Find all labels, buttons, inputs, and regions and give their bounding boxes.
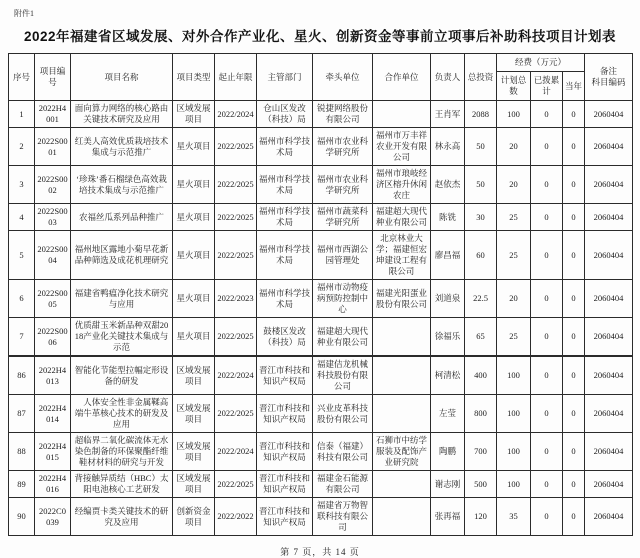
cell-years: 2022/2022: [215, 498, 257, 536]
cell-lead-unit: 福州市农业科学研究所: [313, 166, 373, 204]
cell-seq: 87: [9, 395, 35, 433]
cell-lead-unit: 兴业皮革科技股份有限公司: [313, 395, 373, 433]
cell-seq: 3: [9, 166, 35, 204]
cell-investment: 50: [465, 166, 497, 204]
cell-current-year: 0: [563, 101, 585, 128]
cell-project-code: 2022S0005: [35, 280, 71, 318]
cell-partner-unit: [373, 498, 431, 536]
cell-department: 晋江市科技和知识产权局: [257, 471, 313, 498]
cell-investment: 30: [465, 204, 497, 231]
cell-years: 2022/2024: [215, 433, 257, 471]
cell-planned-total: 100: [497, 395, 531, 433]
cell-note-code: 2060404: [585, 101, 633, 128]
cell-person: 陶鹏: [431, 433, 465, 471]
table-row: [9, 280, 633, 318]
cell-partner-unit: 石狮市中纺学服装及配饰产业研究院: [373, 433, 431, 471]
cell-project-name: 福州地区露地小菊早花新品种筛选及成花机理研究: [71, 231, 173, 280]
cell-person: 赵依杰: [431, 166, 465, 204]
cell-project-name: 经编贾卡类关键技术的研究及应用: [71, 498, 173, 536]
cell-planned-total: 20: [497, 280, 531, 318]
cell-project-code: 2022S0001: [35, 128, 71, 166]
table-row: [9, 231, 633, 280]
cell-current-year: 0: [563, 395, 585, 433]
header-current: 当年: [563, 72, 585, 101]
header-dept: 主管部门: [257, 54, 313, 101]
cell-allocated: 0: [531, 166, 563, 204]
page-title: 2022年福建省区域发展、对外合作产业化、星火、创新资金等事前立项事后补助科技项目计划表: [23, 29, 617, 44]
cell-years: 2022/2025: [215, 471, 257, 498]
cell-project-code: 2022H4016: [35, 471, 71, 498]
table-body-lower: [9, 357, 633, 536]
cell-planned-total: 100: [497, 357, 531, 395]
cell-seq: 5: [9, 231, 35, 280]
header-allocated: 已拨累计: [531, 72, 563, 101]
cell-note-code: 2060404: [585, 433, 633, 471]
cell-planned-total: 100: [497, 101, 531, 128]
cell-person: 廖昌福: [431, 231, 465, 280]
cell-project-type: 区域发展项目: [173, 471, 215, 498]
cell-allocated: 0: [531, 318, 563, 356]
table-row: [9, 128, 633, 166]
cell-lead-unit: 福建省万物智联科技有限公司: [313, 498, 373, 536]
cell-current-year: 0: [563, 318, 585, 356]
cell-current-year: 0: [563, 166, 585, 204]
header-lead: 牵头单位: [313, 54, 373, 101]
cell-lead-unit: 福建佶龙机械科技股份有限公司: [313, 357, 373, 395]
cell-current-year: 0: [563, 204, 585, 231]
attachment-label: 附件1: [14, 9, 34, 18]
cell-department: 鼓楼区发改（科技）局: [257, 318, 313, 356]
cell-project-name: 优质甜玉米新品种双甜2018产业化关键技术集成与示范: [71, 318, 173, 356]
table-row: [9, 318, 633, 356]
table-row: [9, 498, 633, 536]
cell-project-name: 红美人高效优质栽培技术集成与示范推广: [71, 128, 173, 166]
cell-years: 2022/2024: [215, 101, 257, 128]
cell-partner-unit: 福州市琅岐经济区榕升休闲农庄: [373, 166, 431, 204]
header-type: 项目类型: [173, 54, 215, 101]
cell-lead-unit: 福州市农业科学研究所: [313, 128, 373, 166]
cell-note-code: 2060404: [585, 471, 633, 498]
cell-seq: 88: [9, 433, 35, 471]
cell-investment: 2088: [465, 101, 497, 128]
cell-note-code: 2060404: [585, 166, 633, 204]
cell-note-code: 2060404: [585, 231, 633, 280]
header-investment: 总投资: [465, 54, 497, 101]
cell-partner-unit: [373, 101, 431, 128]
cell-project-type: 星火项目: [173, 128, 215, 166]
cell-project-name: 面向算力网络的核心路由关键技术研究及应用: [71, 101, 173, 128]
cell-person: 柯清松: [431, 357, 465, 395]
header-planned: 计划总数: [497, 72, 531, 101]
cell-allocated: 0: [531, 101, 563, 128]
cell-project-name: 智能化节能型拉幅定形设备的研发: [71, 357, 173, 395]
cell-department: 晋江市科技和知识产权局: [257, 357, 313, 395]
cell-department: 福州市科学技术局: [257, 231, 313, 280]
cell-planned-total: 25: [497, 204, 531, 231]
projects-table-lower: [8, 356, 633, 536]
cell-note-code: 2060404: [585, 204, 633, 231]
cell-years: 2022/2025: [215, 128, 257, 166]
header-funding-group: 经费（万元）: [497, 54, 585, 72]
cell-partner-unit: 福建超大现代种业有限公司: [373, 204, 431, 231]
cell-current-year: 0: [563, 231, 585, 280]
cell-partner-unit: [373, 395, 431, 433]
cell-allocated: 0: [531, 498, 563, 536]
cell-planned-total: 20: [497, 128, 531, 166]
header-note-line2: 科目编码: [591, 77, 626, 87]
cell-project-type: 区域发展项目: [173, 357, 215, 395]
header-note: [585, 54, 633, 101]
cell-department: 晋江市科技和知识产权局: [257, 433, 313, 471]
table-body-upper: [9, 101, 633, 356]
cell-seq: 90: [9, 498, 35, 536]
cell-allocated: 0: [531, 204, 563, 231]
page-number: 第 7 页，共 14 页: [280, 547, 360, 557]
cell-planned-total: 100: [497, 471, 531, 498]
cell-project-type: 区域发展项目: [173, 101, 215, 128]
table-header: [9, 54, 633, 101]
cell-project-name: 人体安全性非金属鞣高端牛革核心技术的研发及应用: [71, 395, 173, 433]
cell-note-code: 2060404: [585, 498, 633, 536]
cell-allocated: 0: [531, 231, 563, 280]
cell-project-code: 2022H4015: [35, 433, 71, 471]
cell-project-code: 2022S0004: [35, 231, 71, 280]
cell-project-code: 2022S0002: [35, 166, 71, 204]
cell-investment: 400: [465, 357, 497, 395]
cell-lead-unit: 福建超大现代种业有限公司: [313, 318, 373, 356]
cell-project-type: 区域发展项目: [173, 395, 215, 433]
cell-department: 福州市科学技术局: [257, 166, 313, 204]
cell-current-year: 0: [563, 280, 585, 318]
cell-person: 张再福: [431, 498, 465, 536]
cell-investment: 65: [465, 318, 497, 356]
cell-seq: 1: [9, 101, 35, 128]
table-row: [9, 204, 633, 231]
cell-allocated: 0: [531, 357, 563, 395]
cell-department: 福州市科学技术局: [257, 204, 313, 231]
cell-current-year: 0: [563, 128, 585, 166]
cell-person: 徐福乐: [431, 318, 465, 356]
cell-person: 刘道泉: [431, 280, 465, 318]
cell-project-type: 星火项目: [173, 166, 215, 204]
cell-partner-unit: 福建光阳蛋业股份有限公司: [373, 280, 431, 318]
cell-allocated: 0: [531, 433, 563, 471]
cell-person: 左莹: [431, 395, 465, 433]
cell-years: 2022/2023: [215, 280, 257, 318]
cell-seq: 6: [9, 280, 35, 318]
cell-department: 晋江市科技和知识产权局: [257, 395, 313, 433]
cell-project-type: 星火项目: [173, 280, 215, 318]
cell-project-type: 星火项目: [173, 318, 215, 356]
header-code: 项目编号: [35, 54, 71, 101]
cell-investment: 700: [465, 433, 497, 471]
cell-lead-unit: 福州市西湖公园管理处: [313, 231, 373, 280]
cell-current-year: 0: [563, 498, 585, 536]
table-row: [9, 433, 633, 471]
cell-project-code: 2022H4014: [35, 395, 71, 433]
header-note-line1: 备注: [600, 66, 618, 76]
cell-seq: 7: [9, 318, 35, 356]
cell-project-type: 区域发展项目: [173, 433, 215, 471]
cell-current-year: 0: [563, 357, 585, 395]
cell-project-name: 福建省鸭瘟净化技术研究与应用: [71, 280, 173, 318]
cell-planned-total: 25: [497, 318, 531, 356]
cell-partner-unit: [373, 318, 431, 356]
cell-partner-unit: [373, 471, 431, 498]
table-row: [9, 166, 633, 204]
cell-years: 2022/2025: [215, 318, 257, 356]
header-person: 负责人: [431, 54, 465, 101]
cell-years: 2022/2025: [215, 204, 257, 231]
cell-seq: 86: [9, 357, 35, 395]
cell-investment: 22.5: [465, 280, 497, 318]
cell-partner-unit: [373, 357, 431, 395]
cell-project-code: 2022C0039: [35, 498, 71, 536]
cell-department: 仓山区发改（科技）局: [257, 101, 313, 128]
cell-project-name: 超临界二氧化碳流体无水染色制备的环保聚酯纤维鞋材材料的研究与开发: [71, 433, 173, 471]
cell-lead-unit: 福州市动物疫病预防控制中心: [313, 280, 373, 318]
cell-person: 陈铣: [431, 204, 465, 231]
cell-partner-unit: 北京林业大学；福建恒宏坤建设工程有限公司: [373, 231, 431, 280]
cell-years: 2022/2025: [215, 395, 257, 433]
table-row: [9, 395, 633, 433]
cell-department: 晋江市科技和知识产权局: [257, 498, 313, 536]
cell-years: 2022/2024: [215, 357, 257, 395]
header-name: 项目名称: [71, 54, 173, 101]
cell-investment: 800: [465, 395, 497, 433]
header-partner: 合作单位: [373, 54, 431, 101]
cell-project-name: 背接触异质结（HBC）太阳电池核心工艺研发: [71, 471, 173, 498]
cell-project-code: 2022S0003: [35, 204, 71, 231]
cell-investment: 60: [465, 231, 497, 280]
cell-lead-unit: 锐捷网络股份有限公司: [313, 101, 373, 128]
cell-note-code: 2060404: [585, 318, 633, 356]
cell-person: 王肖军: [431, 101, 465, 128]
cell-years: 2022/2025: [215, 166, 257, 204]
cell-current-year: 0: [563, 471, 585, 498]
cell-planned-total: 25: [497, 231, 531, 280]
table-row: [9, 357, 633, 395]
header-years: 起止年限: [215, 54, 257, 101]
table-row: [9, 471, 633, 498]
cell-project-type: 星火项目: [173, 231, 215, 280]
cell-allocated: 0: [531, 395, 563, 433]
cell-project-code: 2022H4013: [35, 357, 71, 395]
cell-note-code: 2060404: [585, 128, 633, 166]
cell-project-code: 2022H4001: [35, 101, 71, 128]
cell-seq: 2: [9, 128, 35, 166]
cell-planned-total: 35: [497, 498, 531, 536]
cell-department: 福州市科学技术局: [257, 128, 313, 166]
cell-investment: 500: [465, 471, 497, 498]
cell-investment: 50: [465, 128, 497, 166]
cell-project-type: 星火项目: [173, 204, 215, 231]
cell-seq: 89: [9, 471, 35, 498]
cell-lead-unit: 福建金石能源有限公司: [313, 471, 373, 498]
header-seq: 序号: [9, 54, 35, 101]
cell-planned-total: 20: [497, 166, 531, 204]
cell-planned-total: 100: [497, 433, 531, 471]
cell-note-code: 2060404: [585, 395, 633, 433]
cell-partner-unit: 福州市万丰祥农业开发有限公司: [373, 128, 431, 166]
cell-seq: 4: [9, 204, 35, 231]
projects-table-upper: [8, 53, 633, 356]
cell-note-code: 2060404: [585, 280, 633, 318]
cell-lead-unit: 信泰（福建）科技有限公司: [313, 433, 373, 471]
cell-department: 福州市科学技术局: [257, 280, 313, 318]
cell-project-name: 农福丝瓜系列品种推广: [71, 204, 173, 231]
cell-project-code: 2022S0006: [35, 318, 71, 356]
cell-project-name: ‘珍珠’番石榴绿色高效栽培技术集成与示范推广: [71, 166, 173, 204]
cell-person: 林永高: [431, 128, 465, 166]
cell-lead-unit: 福州市蔬菜科学研究所: [313, 204, 373, 231]
cell-allocated: 0: [531, 128, 563, 166]
cell-allocated: 0: [531, 280, 563, 318]
cell-allocated: 0: [531, 471, 563, 498]
cell-project-type: 创新资金项目: [173, 498, 215, 536]
cell-person: 谢志刚: [431, 471, 465, 498]
cell-current-year: 0: [563, 433, 585, 471]
cell-investment: 120: [465, 498, 497, 536]
cell-note-code: 2060404: [585, 357, 633, 395]
cell-years: 2022/2025: [215, 231, 257, 280]
table-row: [9, 101, 633, 128]
